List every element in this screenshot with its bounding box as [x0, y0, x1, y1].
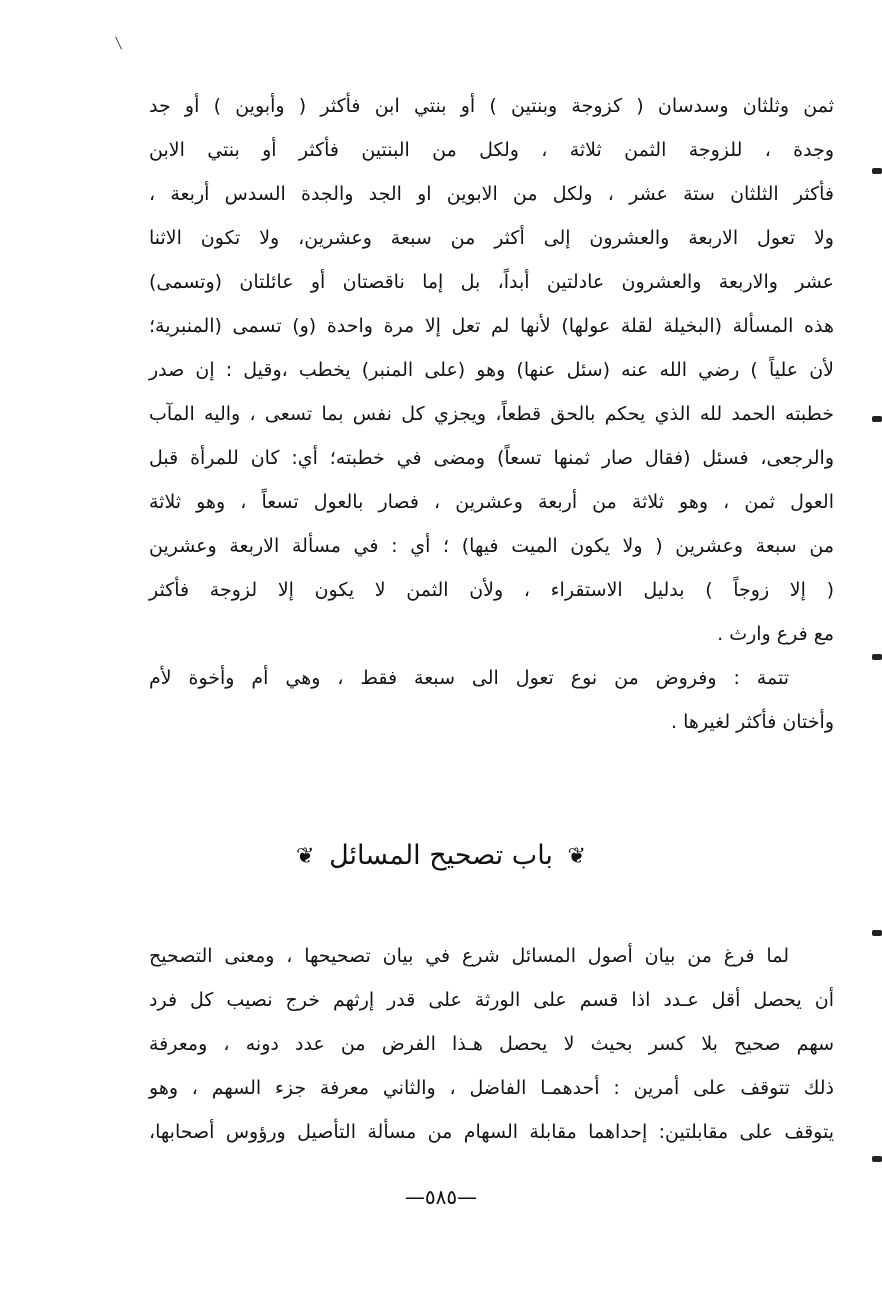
edge-mark: [872, 1156, 882, 1162]
text-line: أن يحصل أقل عـدد اذا قسم على الورثة على قدر إرثهم خرج نصيب كل فرد: [149, 989, 834, 1011]
page-number: —٥٨٥—: [404, 1185, 478, 1209]
edge-mark: [872, 416, 882, 422]
text-line: هذه المسألة (البخيلة لقلة عولها) لأنها لم تعل إلا مرة واحدة (و) تسمى (المنبرية؛: [149, 315, 834, 337]
ornament-icon: ❦: [296, 843, 315, 869]
text-line-supplement: تتمة : وفروض من نوع تعول الى سبعة فقط ، وهي أم وأخوة لأم: [149, 667, 789, 689]
text-line: وجدة ، للزوجة الثمن ثلاثة ، ولكل من البنتين فأكثر أو بنتي الابن: [149, 139, 834, 161]
text-line: والرجعى، فسئل (فقال صار ثمنها تسعاً) ومضى في خطبته؛ أي: كان للمرأة قبل: [149, 447, 834, 469]
text-line: ( إلا زوجاً ) بدليل الاستقراء ، ولأن الثمن لا يكون إلا لزوجة فأكثر: [149, 579, 834, 601]
text-line: خطبته الحمد لله الذي يحكم بالحق قطعاً، ويجزي كل نفس بما تسعى ، واليه المآب: [149, 403, 834, 425]
edge-mark: [872, 168, 882, 174]
text-line: ذلك تتوقف على أمرين : أحدهمـا الفاضل ، والثاني معرفة جزء السهم ، وهو: [149, 1077, 834, 1099]
section-heading-text: باب تصحيح المسائل: [329, 840, 553, 871]
text-line: ثمن وثلثان وسدسان ( كزوجة وبنتين ) أو بنتي ابن فأكثر ( وأبوين ) أو جد: [149, 95, 834, 117]
ornament-icon: ❦: [567, 843, 586, 869]
text-line: ولا تعول الاربعة والعشرون إلى أكثر من سبعة وعشرين، ولا تكون الاثنا: [149, 227, 834, 249]
text-line: لأن علياً ) رضي الله عنه (سئل عنها) وهو (على المنبر) يخطب ،وقيل : إن صدر: [149, 359, 834, 381]
edge-mark: [872, 930, 882, 936]
scan-speck: [115, 36, 122, 49]
section-heading: [0, 836, 882, 877]
text-line: من سبعة وعشرين ( ولا يكون الميت فيها) ؛ أي : في مسألة الاربعة وعشرين: [149, 535, 834, 557]
edge-mark: [872, 654, 882, 660]
text-line: فأكثر الثلثان ستة عشر ، ولكل من الابوين او الجد والجدة السدس أربعة ،: [149, 183, 834, 205]
text-line: لما فرغ من بيان أصول المسائل شرع في بيان تصحيحها ، ومعنى التصحيح: [149, 945, 789, 967]
text-line: عشر والاربعة والعشرون عادلتين أبداً، بل إما ناقصتان أو عائلتان (وتسمى): [149, 271, 834, 293]
text-line: العول ثمن ، وهو ثلاثة من أربعة وعشرين ، فصار بالعول تسعاً ، وهو ثلاثة: [149, 491, 834, 513]
text-line: مع فرع وارث .: [717, 623, 834, 645]
text-line: وأختان فأكثر لغيرها .: [671, 711, 834, 733]
text-line: سهم صحيح بلا كسر بحيث لا يحصل هـذا الفرض من عدد دونه ، ومعرفة: [149, 1033, 834, 1055]
text-line: يتوقف على مقابلتين: إحداهما مقابلة السهام من مسألة التأصيل ورؤوس أصحابها،: [149, 1121, 834, 1143]
